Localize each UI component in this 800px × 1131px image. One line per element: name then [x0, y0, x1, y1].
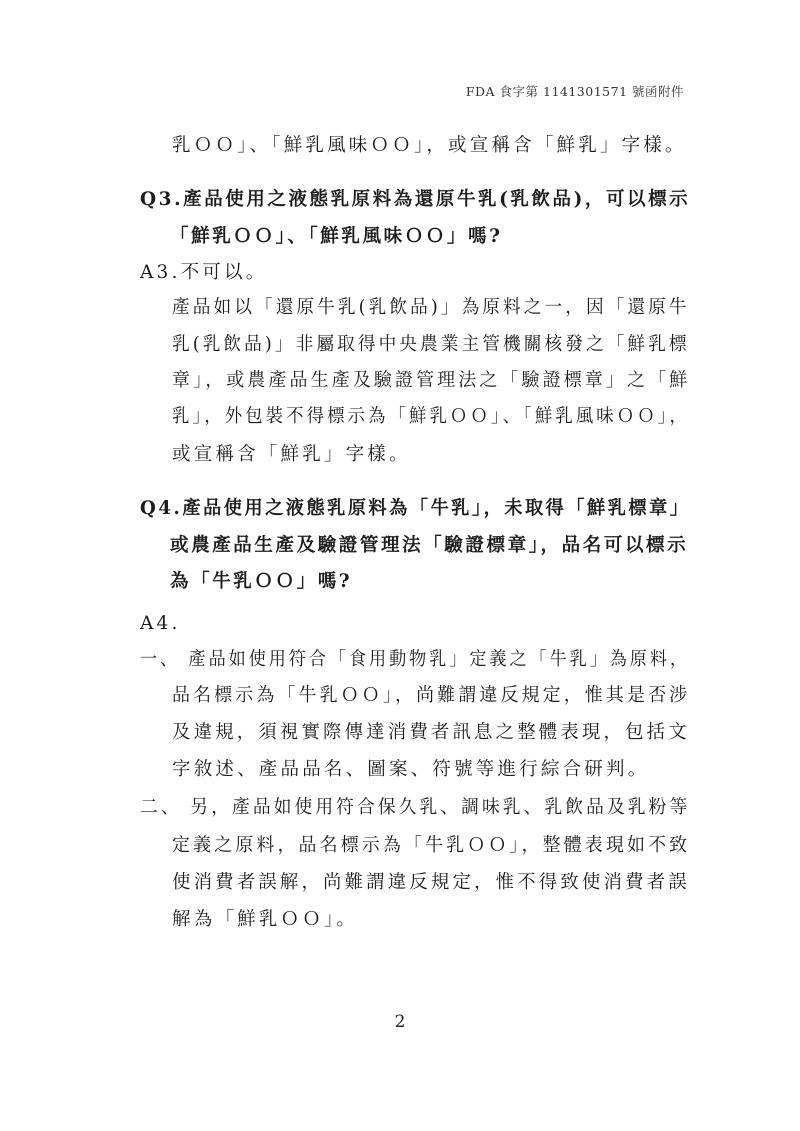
answer-a4-item-1-line-3: 及違規，須視實際傳達消費者訊息之整體表現，包括文: [172, 722, 690, 743]
document-reference: FDA 食字第 1141301571 號函附件: [465, 84, 684, 99]
answer-a3-line-2: 乳(乳飲品)」非屬取得中央農業主管機關核發之「鮮乳標: [172, 334, 690, 355]
continued-text-line: 乳ＯＯ」、「鮮乳風味ＯＯ」，或宣稱含「鮮乳」字樣。: [172, 135, 687, 156]
page-number: 2: [394, 1012, 406, 1032]
answer-a4-heading: A4.: [140, 613, 181, 634]
question-q4-line-1: Q4.產品使用之液態乳原料為「牛乳」，未取得「鮮乳標章」: [140, 498, 691, 519]
answer-a3-line-3: 章」，或農產品生產及驗證管理法之「驗證標章」之「鮮: [172, 370, 691, 391]
answer-a4-item-1-line-1: 一、 產品如使用符合「食用動物乳」定義之「牛乳」為原料，: [140, 649, 690, 670]
answer-a3-line-1: 產品如以「還原牛乳(乳飲品)」為原料之一，因「還原牛: [172, 297, 690, 318]
answer-a3-heading: A3.不可以。: [140, 262, 268, 283]
answer-a3-line-4: 乳」，外包裝不得標示為「鮮乳ＯＯ」、「鮮乳風味ＯＯ」，: [172, 406, 690, 427]
question-q4-line-2: 或農產品生產及驗證管理法「驗證標章」，品名可以標示: [170, 535, 689, 556]
answer-a3-line-5: 或宣稱含「鮮乳」字樣。: [172, 444, 411, 465]
answer-a4-item-2-line-4: 解為「鮮乳ＯＯ」。: [172, 909, 359, 930]
question-q4-line-3: 為「牛乳ＯＯ」嗎?: [170, 571, 353, 592]
answer-a4-item-2-line-3: 使消費者誤解，尚難謂違反規定，惟不得致使消費者誤: [172, 872, 690, 893]
answer-a4-item-2-line-2: 定義之原料，品名標示為「牛乳ＯＯ」，整體表現如不致: [172, 835, 691, 856]
answer-a4-item-1-line-2: 品名標示為「牛乳ＯＯ」，尚難謂違反規定，惟其是否涉: [172, 685, 691, 706]
question-q3-line-2: 「鮮乳ＯＯ」、「鮮乳風味ＯＯ」嗎?: [170, 226, 503, 247]
answer-a4-item-1-line-4: 字敘述、產品品名、圖案、符號等進行綜合研判。: [172, 759, 650, 780]
answer-a4-item-2-line-1: 二、 另，產品如使用符合保久乳、調味乳、乳飲品及乳粉等: [140, 797, 691, 818]
question-q3-line-1: Q3.產品使用之液態乳原料為還原牛乳(乳飲品)，可以標示: [140, 189, 691, 210]
